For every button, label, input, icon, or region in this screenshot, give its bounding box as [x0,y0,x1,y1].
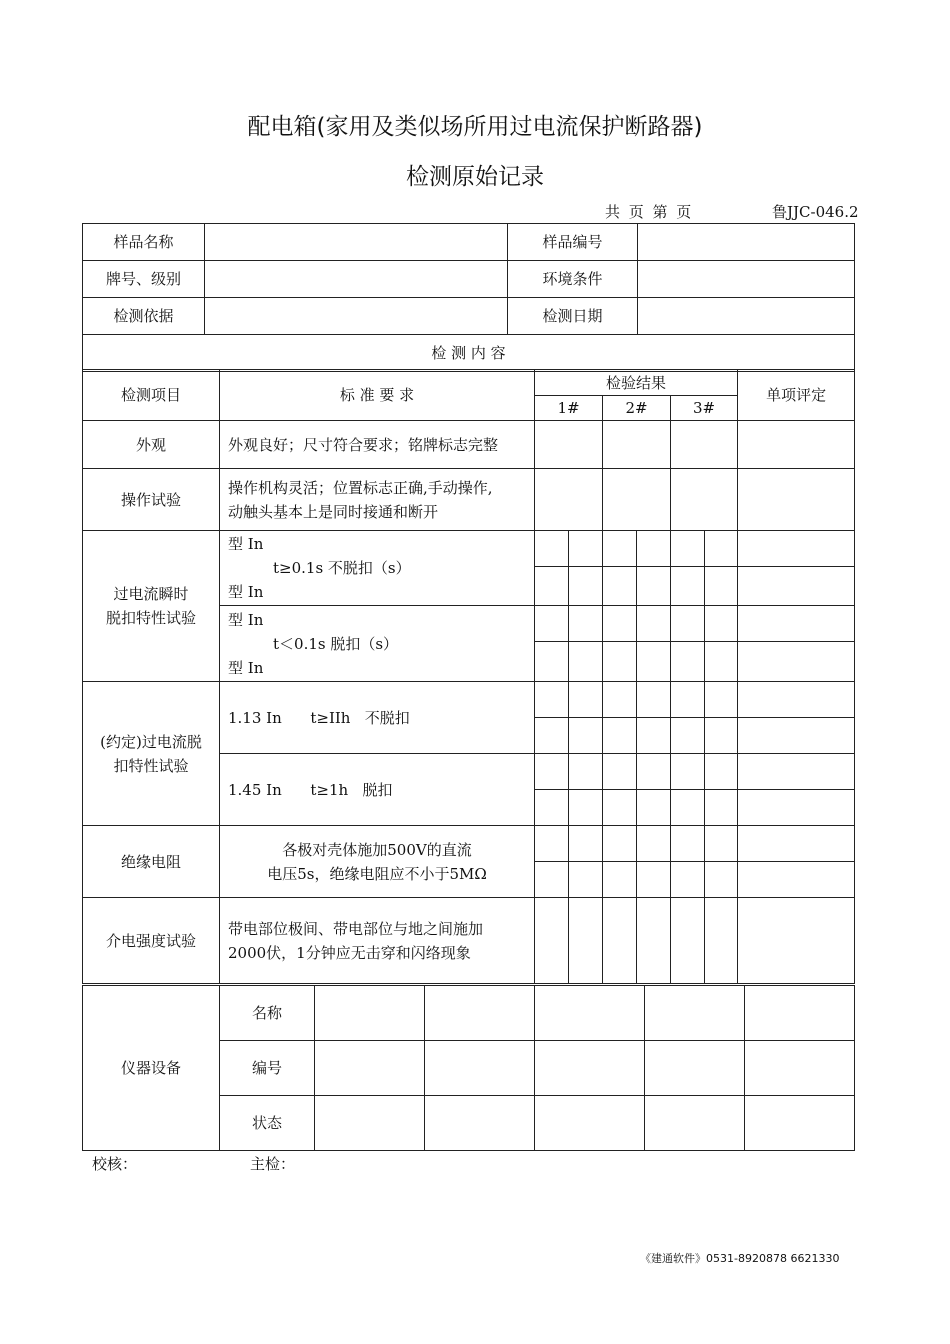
cell[interactable] [569,826,603,862]
cell[interactable] [637,531,671,567]
cell[interactable] [738,718,855,754]
cell[interactable] [637,606,671,642]
cell[interactable] [738,421,855,469]
cell[interactable] [738,826,855,862]
col-sample-2: 2# [603,396,671,421]
cell[interactable] [535,826,569,862]
cell[interactable] [705,718,738,754]
cell[interactable] [315,1096,425,1151]
cell[interactable] [738,469,855,531]
cell[interactable] [705,682,738,718]
cell[interactable] [425,986,535,1041]
cell[interactable] [738,642,855,682]
cell[interactable] [637,862,671,898]
cell[interactable] [671,862,705,898]
cell[interactable] [738,682,855,718]
cell[interactable] [671,682,705,718]
cell[interactable] [603,421,671,469]
cell[interactable] [535,606,569,642]
cell[interactable] [603,642,637,682]
content-heading: 检 测 内 容 [83,335,855,372]
cell[interactable] [745,1041,855,1096]
cell[interactable] [535,862,569,898]
cell[interactable] [569,718,603,754]
cell[interactable] [569,754,603,790]
item-conventional [83,682,220,826]
std-operation-line1: 操作机构灵活；位置标志正确,手动操作, [228,478,493,497]
cell[interactable] [738,606,855,642]
cell[interactable] [569,682,603,718]
page-info: 共 页 第 页 [605,203,694,221]
cell[interactable] [637,754,671,790]
std-instant-b-line3: 型 In [228,658,264,677]
value-env[interactable] [638,261,855,298]
cell[interactable] [535,469,603,531]
cell[interactable] [569,642,603,682]
item-conventional-line1: (约定)过电流脱 [100,732,202,751]
cell[interactable] [637,826,671,862]
cell[interactable] [705,790,738,826]
cell[interactable] [705,606,738,642]
cell[interactable] [705,531,738,567]
cell[interactable] [603,682,637,718]
equipment-number-label: 编号 [220,1041,315,1096]
cell[interactable] [535,718,569,754]
std-insulation-line2: 电压5s，绝缘电阻应不小于5MΩ [267,864,487,883]
cell[interactable] [671,826,705,862]
cell[interactable] [535,1096,645,1151]
value-date[interactable] [638,298,855,335]
title-line-1: 配电箱(家用及类似场所用过电流保护断路器) [247,114,703,140]
col-sample-3: 3# [671,396,738,421]
cell[interactable] [637,642,671,682]
cell[interactable] [671,898,705,984]
cell[interactable] [671,531,705,567]
label-sample-no: 样品编号 [508,224,638,261]
cell[interactable] [645,1096,745,1151]
cell[interactable] [705,862,738,898]
cell[interactable] [637,682,671,718]
cell[interactable] [603,898,637,984]
std-appearance: 外观良好；尺寸符合要求；铭牌标志完整 [220,421,535,469]
inspector-label: 主检： [250,1155,296,1173]
cell[interactable] [603,862,637,898]
cell[interactable] [569,898,603,984]
cell[interactable] [603,718,637,754]
cell[interactable] [569,862,603,898]
cell[interactable] [535,531,569,567]
cell[interactable] [569,790,603,826]
cell[interactable] [705,754,738,790]
value-brand-grade[interactable] [205,261,508,298]
cell[interactable] [705,567,738,606]
std-insulation-line1: 各极对壳体施加500V的直流 [282,840,472,859]
equipment-status-label: 状态 [220,1096,315,1151]
cell[interactable] [603,531,637,567]
item-operation: 操作试验 [83,469,220,531]
col-judge: 单项评定 [738,370,855,421]
cell[interactable] [738,754,855,790]
cell[interactable] [603,606,637,642]
cell[interactable] [671,754,705,790]
value-basis[interactable] [205,298,508,335]
cell[interactable] [535,790,569,826]
col-sample-1: 1# [535,396,603,421]
cell[interactable] [535,1041,645,1096]
value-sample-name[interactable] [205,224,508,261]
brand-text: 《建通软件》0531-8920878 6621330 [640,1252,840,1265]
cell[interactable] [671,421,738,469]
cell[interactable] [637,567,671,606]
std-conventional-a: 1.13 In t≥ⅠⅠh 不脱扣 [220,682,535,754]
cell[interactable] [738,567,855,606]
cell[interactable] [535,754,569,790]
cell[interactable] [535,421,603,469]
cell[interactable] [603,754,637,790]
cell[interactable] [671,790,705,826]
label-sample-name: 样品名称 [83,224,205,261]
label-brand-grade: 牌号、级别 [83,261,205,298]
std-instant-b [220,606,535,682]
value-sample-no[interactable] [638,224,855,261]
std-instant-a-line2: t≥0.1s 不脱扣（s） [273,559,411,577]
label-env: 环境条件 [508,261,638,298]
cell[interactable] [535,642,569,682]
cell[interactable] [705,642,738,682]
cell[interactable] [738,898,855,984]
item-insulation: 绝缘电阻 [83,826,220,898]
std-instant-a-line1: 型 In [228,535,264,553]
cell[interactable] [645,1041,745,1096]
cell[interactable] [569,567,603,606]
header-table [82,223,855,372]
col-item: 检测项目 [83,370,220,421]
test-table [82,369,855,984]
item-instant [83,531,220,682]
label-basis: 检测依据 [83,298,205,335]
std-dielectric-line2: 2000伏，1分钟应无击穿和闪络现象 [228,943,471,962]
form-code: 鲁JJC-046.2 [772,203,859,221]
label-date: 检测日期 [508,298,638,335]
cell[interactable] [603,826,637,862]
cell[interactable] [671,718,705,754]
item-instant-line2: 脱扣特性试验 [105,609,196,627]
cell[interactable] [671,642,705,682]
cell[interactable] [603,567,637,606]
cell[interactable] [637,790,671,826]
cell[interactable] [738,531,855,567]
cell[interactable] [425,1096,535,1151]
item-dielectric: 介电强度试验 [83,898,220,984]
cell[interactable] [535,567,569,606]
equipment-label: 仪器设备 [83,986,220,1151]
std-insulation [220,826,535,898]
cell[interactable] [738,790,855,826]
item-instant-line1: 过电流瞬时 [113,585,189,603]
item-appearance: 外观 [83,421,220,469]
cell[interactable] [315,1041,425,1096]
col-result: 检验结果 [535,370,738,396]
cell[interactable] [603,790,637,826]
cell[interactable] [671,567,705,606]
cell[interactable] [671,606,705,642]
std-instant-b-line1: 型 In [228,610,264,629]
cell[interactable] [535,682,569,718]
cell[interactable] [738,862,855,898]
std-conventional-b: 1.45 In t≥1h 脱扣 [220,754,535,826]
std-dielectric-line1: 带电部位极间、带电部位与地之间施加 [228,919,484,938]
cell[interactable] [671,469,738,531]
std-instant-a-line3: 型 In [228,583,264,601]
cell[interactable] [745,986,855,1041]
cell[interactable] [315,986,425,1041]
title-line-2: 检测原始记录 [406,164,544,190]
std-operation-line2: 动触头基本上是同时接通和断开 [228,502,439,521]
std-instant-b-line2: t＜0.1s 脱扣（s） [273,634,399,653]
cell[interactable] [535,898,569,984]
cell[interactable] [637,898,671,984]
cell[interactable] [569,606,603,642]
cell[interactable] [569,531,603,567]
review-label: 校核： [92,1155,138,1173]
cell[interactable] [535,986,645,1041]
std-instant-a [220,531,535,606]
cell[interactable] [637,718,671,754]
cell[interactable] [705,898,738,984]
cell[interactable] [425,1041,535,1096]
equipment-name-label: 名称 [220,986,315,1041]
cell[interactable] [645,986,745,1041]
std-operation [220,469,535,531]
cell[interactable] [603,469,671,531]
cell[interactable] [705,826,738,862]
item-conventional-line2: 扣特性试验 [113,756,189,775]
std-dielectric [220,898,535,984]
col-standard: 标 准 要 求 [220,370,535,421]
equipment-table [82,985,855,1151]
cell[interactable] [745,1096,855,1151]
